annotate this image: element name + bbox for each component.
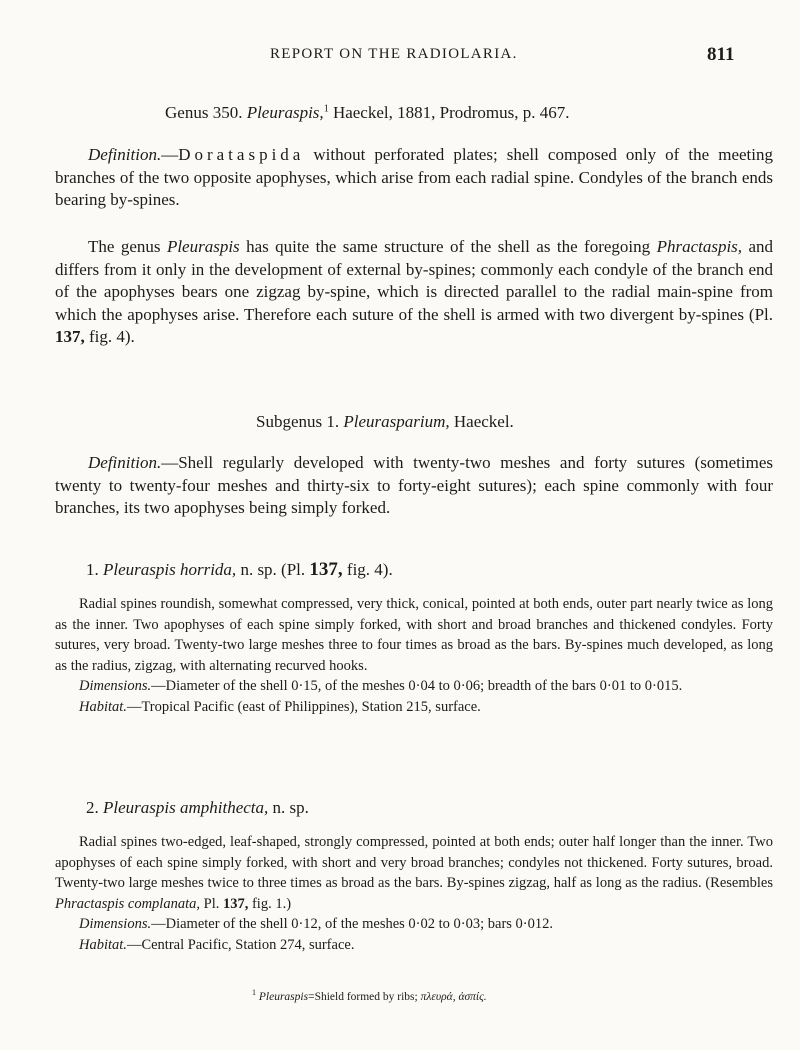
species-dimensions — [55, 914, 773, 935]
resembles-plate: 137, — [222, 895, 249, 912]
species-name: Pleuraspis amphithecta, — [103, 798, 269, 817]
resembles-fig: fig. 1.) — [251, 895, 292, 912]
definition-label: Definition. — [88, 145, 162, 164]
footnote-term: Pleuraspis — [258, 990, 309, 1003]
species-description-text: Radial spines roundish, somewhat compressed, very thick, conical, pointed at both ends, outer part nearly twice as long as the inner. Two apophyses of each spine simply forked, with short and broad branches and thickened condyles. Forty sutures, very broad. Twenty-two large meshes three to four times as broad as the bars. By-spines much developed, as long as the radius, zigzag, with alternating recurved hooks. — [55, 596, 773, 674]
running-header: REPORT ON THE RADIOLARIA. — [270, 46, 518, 62]
species-plate: 137, — [309, 559, 343, 580]
species-heading — [86, 559, 393, 581]
species-status: n. sp. — [272, 798, 309, 817]
species-description-body: Radial spines two-edged, leaf-shaped, strongly compressed, pointed at both ends; outer half longer than the inner. Two apophyses of each spine simply forked, with short and very broad branches; condyles not thickened. Forty sutures, broad. Twenty-two large meshes twice to three times as broad as the bars. By-spines zigzag, half as long as the radius. (Resembles — [55, 834, 773, 891]
footnote-greek: πλευρά, ἀσπίς. — [420, 990, 487, 1003]
habitat-label: Habitat. — [79, 698, 127, 715]
definition-dash: — — [161, 145, 179, 164]
species-number: 1. — [86, 560, 99, 579]
subgenus-definition-dash: — — [161, 453, 179, 472]
subgenus-definition-label: Definition. — [88, 453, 162, 472]
genus-name: Pleuraspis, — [246, 103, 324, 122]
para-mid1: has quite the same structure of the shell as the foregoing — [246, 237, 651, 256]
subgenus-prefix: Subgenus 1. — [256, 412, 340, 431]
species-status: n. sp. (Pl. — [240, 560, 306, 579]
resembles-name: Phractaspis complanata, — [55, 895, 200, 912]
species-fig: fig. 4). — [346, 560, 393, 579]
plate-number: 137, — [55, 327, 85, 346]
page-number: 811 — [707, 44, 735, 65]
subgenus-author: Haeckel. — [453, 412, 514, 431]
genus-definition — [55, 144, 773, 212]
species-description — [55, 594, 773, 717]
species-description — [55, 832, 773, 955]
footnote-mark: 1 — [252, 988, 256, 997]
genus-description — [55, 236, 773, 349]
species-name: Pleuraspis horrida, — [103, 560, 237, 579]
footnote — [252, 988, 487, 1003]
genus-heading-prefix: Genus 350. — [165, 103, 243, 122]
related-genus-name: Phractaspis, — [656, 237, 743, 256]
subgenus-heading — [256, 412, 514, 432]
species-dimensions — [55, 676, 773, 697]
species-description-text — [55, 832, 773, 914]
habitat-text: —Tropical Pacific (east of Philippines), Station 215, surface. — [126, 698, 481, 715]
dimensions-label: Dimensions. — [79, 916, 152, 932]
para-mid2: and differs from it only in the development of external by-spines; commonly each condyle of the branch end of the apophyses bears one zigzag by-spine, which is directed parallel to the radial main-spine from which the apophyses arise. Therefore each suture of the shell is armed with two divergent by-spines (Pl. — [55, 237, 774, 324]
para-end: fig. 4). — [89, 327, 135, 346]
definition-text: without perforated plates; shell composed only of the meeting branches of the two opposite apophyses, which arise from each radial spine. Condyles of the branch ends bearing by-spines. — [55, 145, 773, 209]
genus-heading — [165, 103, 570, 123]
genus-heading-suffix: Haeckel, 1881, Prodromus, p. 467. — [332, 103, 570, 122]
subgenus-name: Pleurasparium, — [343, 412, 450, 431]
footnote-reference: 1 — [323, 103, 329, 115]
footnote-text: =Shield formed by ribs; — [308, 990, 418, 1003]
dimensions-text: —Diameter of the shell 0·12, of the meshes 0·02 to 0·03; bars 0·012. — [151, 916, 553, 932]
dimensions-label: Dimensions. — [79, 678, 152, 694]
species-number: 2. — [86, 798, 99, 817]
species-heading — [86, 798, 309, 818]
species-habitat — [55, 935, 773, 956]
resembles-pl: Pl. — [203, 895, 220, 912]
para-start: The genus — [88, 237, 161, 256]
habitat-label: Habitat. — [79, 936, 127, 953]
family-name: Dorataspida — [178, 145, 305, 164]
para-genus-name: Pleuraspis — [166, 237, 240, 256]
subgenus-definition — [55, 452, 773, 520]
dimensions-text: —Diameter of the shell 0·15, of the meshes 0·04 to 0·06; breadth of the bars 0·01 to 0·015. — [151, 678, 683, 694]
subgenus-definition-text: Shell regularly developed with twenty-two meshes and forty sutures (sometimes twenty to twenty-four meshes and thirty-six to forty-eight sutures); each spine commonly with four branches, its two apophyses being simply forked. — [55, 453, 773, 517]
habitat-text: —Central Pacific, Station 274, surface. — [126, 936, 355, 953]
species-habitat — [55, 697, 773, 718]
